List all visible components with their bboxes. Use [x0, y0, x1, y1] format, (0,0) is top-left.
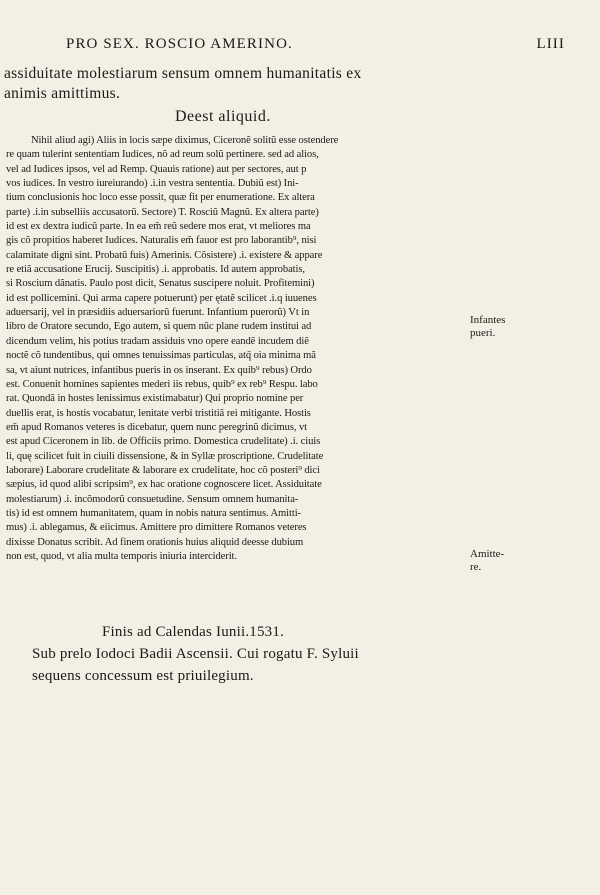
commentary-line: non est, quod, vt alia multa temporis iniuria interciderit. [6, 550, 237, 562]
margin-note-line: Infantes [470, 314, 506, 326]
margin-note-line: Amitte- [470, 548, 505, 560]
commentary-line: duellis erat, is hostis vocabatur, lenitate verbi tristitiã rei mitigante. Hostis [6, 407, 311, 419]
commentary-line: re etiã accusatione Erucij. Suscipitis) .i. approbatis. Id autem approbatis, [6, 264, 305, 276]
commentary-line: mus) .i. ablegamus, & eiicimus. Amittere pro dimittere Romanos veteres [6, 522, 307, 534]
oration-text [4, 64, 544, 104]
privilege-line: sequens concessum est priuilegium. [32, 668, 254, 684]
commentary-line: id est pollicemini. Qui arma capere potuerunt) per ętatẽ scilicet .i.q iuuenes [6, 292, 317, 304]
commentary-line: li, quę scilicet fuit in ciuili dissensione, & in Syllæ proscriptione. Crudelitate [6, 450, 324, 462]
colophon [32, 621, 552, 687]
printer-line: Sub prelo Iodoci Badii Ascensii. Cui rogatu F. Syluii [32, 646, 359, 662]
commentary-line: sæpius, id quod alibi scripsim⁹, ex hac oratione cognoscere licet. Assiduitate [6, 479, 322, 491]
folio-number: LIII [536, 36, 565, 52]
commentary-line: dixisse Donatus scribit. Ad finem orationis huius aliquid deesse dubium [6, 536, 304, 548]
margin-note-infantes [470, 314, 505, 340]
commentary-line: si Roscium dãnatis. Paulo post dicit, Senatus suscipere noluit. Profitemini) [6, 278, 315, 290]
margin-note-amittere [470, 548, 504, 574]
commentary-line: re quam tulerint sententiam Iudices, nõ ad reum solũ pertinere. sed ad alios, [6, 149, 319, 161]
commentary-line: Nihil aliud agi) Aliis in locis sæpe diximus, Ciceronẽ solitũ esse ostendere [31, 135, 339, 146]
commentary-line: est apud Ciceronem in lib. de Officiis primo. Domestica crudelitate) .i. ciuis [6, 436, 321, 448]
commentary-line: dicendum velim, his potius tradam assiduis vno opere eandẽ incudem diẽ [6, 335, 309, 347]
margin-note-line: pueri. [470, 327, 496, 339]
commentary-line: em̃ apud Romanos veteres is dicebatur, quem nunc peregrinũ dicimus, vt [6, 421, 307, 433]
commentary-line: vel ad Iudices ipsos, vel ad Remp. Quauis ratione) aut per sectores, aut p [6, 163, 307, 175]
commentary-line: gis cõ propitios haberet Iudices. Naturalis em̃ fauor est pro laborantib⁹, nisi [6, 235, 317, 247]
commentary-block [6, 134, 468, 564]
finis-line: Finis ad Calendas Iunii.1531. [102, 624, 285, 640]
commentary-line: parte) .i.in subselliis accusatorũ. Sectore) T. Rosciũ Magnũ. Ex altera parte) [6, 206, 319, 218]
commentary-line: aduersarij, vel in præsidiis aduersariorũ fuerunt. Infantium puerorũ) Vt in [6, 307, 310, 319]
running-title: PRO SEX. ROSCIO AMERINO. [66, 36, 293, 52]
deest-heading: Deest aliquid. [175, 108, 271, 125]
commentary-line: tis) id est omnem humanitatem, quam in nobis natura sentimus. Amitti- [6, 507, 301, 519]
commentary-line: est. Conuenit homines sapientes mederi iis rebus, quib⁹ ex reb⁹ Respu. labo [6, 378, 318, 390]
commentary-line: vos iudices. In vestro iureiurando) .i.in vestra sententia. Dubiũ est) Ini- [6, 178, 299, 190]
commentary-line: rat. Quondã in hostes lenissimus existimabatur) Qui proprio nomine per [6, 393, 304, 405]
oration-line: animis amittimus. [4, 85, 121, 102]
commentary-line: molestiarum) .i. incõmodorũ consuetudine. Sensum omnem humanita- [6, 493, 299, 505]
oration-line: assiduitate molestiarum sensum omnem humanitatis ex [4, 65, 362, 82]
commentary-line: tium conclusionis hoc loco esse possit, quæ fit per enumeratione. Ex altera [6, 192, 315, 204]
commentary-line: noctẽ cõ tundentibus, qui omnes tenuissimas particulas, atq̃ oia minima mã [6, 350, 316, 362]
commentary-line: libro de Oratore secundo, Ego autem, si quem nũc plane rudem institui ad [6, 321, 312, 333]
commentary-line: calamitate digni sint. Probatũ fuis) Amerinis. Cõsistere) .i. existere & appare [6, 249, 323, 261]
margin-note-line: re. [470, 561, 482, 573]
commentary-line: laborare) Laborare crudelitate & laborare ex crudelitate, hoc cõ posteri⁹ dici [6, 464, 320, 476]
commentary-line: sa, vt aiunt nutrices, infantibus pueris in os inserant. Ex quib⁹ rebus) Ordo [6, 364, 312, 376]
commentary-line: id est ex dextra iudicũ parte. In ea em̃ reũ sedere mos erat, vt meliores ma [6, 221, 311, 233]
